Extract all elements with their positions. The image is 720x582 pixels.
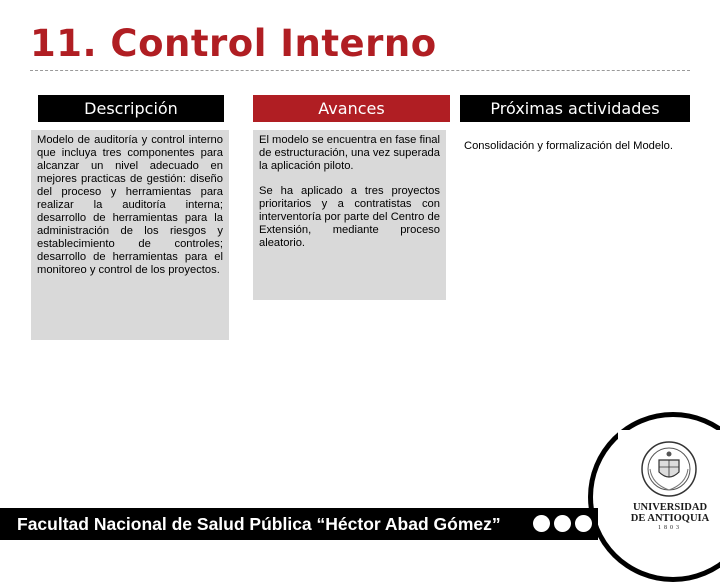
footer-dot-1 <box>533 515 550 532</box>
title-divider <box>30 70 690 71</box>
footer-dot-3 <box>575 515 592 532</box>
logo-year: 1803 <box>658 525 682 531</box>
logo-line-2: DE ANTIOQUIA <box>630 513 710 524</box>
university-logo-text <box>622 502 718 532</box>
footer-text: Facultad Nacional de Salud Pública “Héctor Abad Gómez” <box>17 514 501 534</box>
avances-text-2: Se ha aplicado a tres proyectos prioritarios y a contratistas con interventoría por parte del Centro de Extensión, mediante proceso aleatorio. <box>259 185 440 249</box>
descripcion-box <box>31 130 229 340</box>
avances-box <box>253 130 446 300</box>
descripcion-text: Modelo de auditoría y control interno que incluya tres componentes para alcanzar un nivel adecuado en mejores practicas de gestión: diseño del proceso y herramientas para realizar la auditoría interna; desarrollo de herramientas para la administración de los riesgos y establecimiento de controles; desarrollo de herramientas para el monitoreo y control de los proyectos. <box>37 134 223 276</box>
slide-title: 11. Control Interno <box>30 22 437 65</box>
proximas-text: Consolidación y formalización del Modelo. <box>464 140 673 152</box>
footer-dot-2 <box>554 515 571 532</box>
header-avances: Avances <box>253 95 450 122</box>
avances-text-1: El modelo se encuentra en fase final de estructuración, una vez superada la aplicación piloto. <box>259 134 440 172</box>
header-proximas-actividades: Próximas actividades <box>460 95 690 122</box>
proximas-box <box>458 130 690 163</box>
university-seal-icon <box>640 440 698 498</box>
header-descripcion: Descripción <box>38 95 224 122</box>
logo-line-1: UNIVERSIDAD <box>632 502 708 513</box>
